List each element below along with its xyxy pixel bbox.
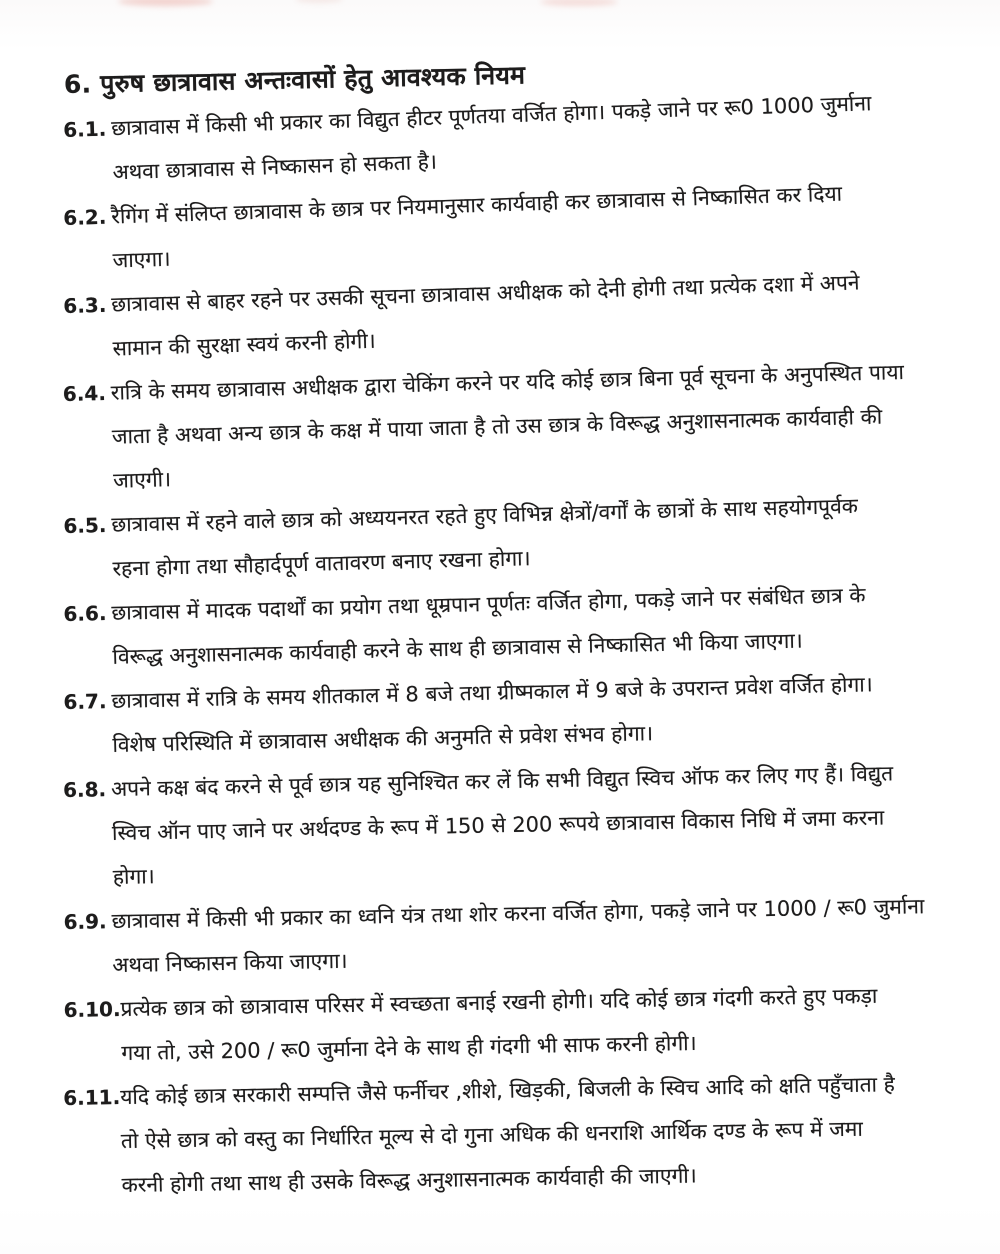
rule-text — [110, 348, 990, 503]
scan-smudge — [540, 0, 618, 6]
rule-text — [111, 660, 990, 767]
rule-number: 6.9. — [63, 909, 107, 935]
rule-line: रात्रि के समय छात्रावास अधीक्षक द्वारा चेकिंग करने पर यदि कोई छात्र बिना पूर्व सूचना के अनुपस्थित पाया — [110, 359, 905, 405]
rule-line: प्रत्येक छात्र को छात्रावास परिसर में स्वच्छता बनाई रखनी होगी। यदि कोई छात्र गंदगी करते हुए पकड़ा — [120, 983, 878, 1022]
rule-number: 6.4. — [62, 380, 107, 407]
rule-text — [111, 883, 989, 987]
rule-line: छात्रावास में मादक पदार्थों का प्रयोग तथा धूम्रपान पूर्णतः वर्जित होगा, पकड़े जाने पर संबंधित छात्र के — [111, 583, 866, 625]
rule-line: जाता है अथवा अन्य छात्र के कक्ष में पाया जाता है तो उस छात्र के विरूद्ध अनुशासनात्मक कार्यवाही की — [111, 404, 883, 449]
rule-number: 6.8. — [62, 777, 107, 803]
rule-line: अथवा निष्कासन किया जाएगा। — [112, 948, 348, 978]
rule-line: रहना होगा तथा सौहार्दपूर्ण वातावरण बनाए रखना होगा। — [112, 546, 531, 581]
rule-line: करनी होगी तथा साथ ही उसके विरूद्ध अनुशासनात्मक कार्यवाही की जाएगी। — [121, 1163, 697, 1198]
rule-number: 6.6. — [63, 600, 107, 627]
rule-line: होगा। — [112, 864, 155, 890]
rule-line: छात्रावास में किसी भी प्रकार का ध्वनि यंत्र तथा शोर करना वर्जित होगा, पकड़े जाने पर 1000 / रू0 जुर्माना — [111, 894, 925, 934]
rule-number: 6.11. — [63, 1085, 121, 1111]
rule-line: अपने कक्ष बंद करने से पूर्व छात्र यह सुनिश्चित कर लें कि सभी विद्युत स्विच ऑफ कर लिए गए हैं। विद्युत — [110, 761, 894, 802]
scan-smudge — [295, 0, 343, 3]
rule-text — [111, 749, 990, 899]
rule-line: छात्रावास में किसी भी प्रकार का विद्युत हीटर पूर्णतया वर्जित होगा। पकड़े जाने पर रू0 1000 जुर्माना — [110, 91, 872, 141]
rule-item-6-9 — [63, 883, 989, 988]
document-title: 6. पुरुष छात्रावास अन्तःवासों हेतु आवश्यक नियम — [63, 60, 526, 99]
rule-number: 6.7. — [63, 689, 107, 715]
rule-item-6-10 — [63, 972, 989, 1076]
rule-line: सामान की सुरक्षा स्वयं करनी होगी। — [112, 328, 377, 361]
rule-line: जाएगी। — [112, 467, 172, 493]
rule-line: छात्रावास में रहने वाले छात्र को अध्ययनरत रहते हुए विभिन्न क्षेत्रों/वर्गों के छात्रों के साथ सहयोगपूर्वक — [111, 493, 859, 537]
rule-line: विरूद्ध अनुशासनात्मक कार्यवाही करने के साथ ही छात्रावास से निष्कासित भी किया जाएगा। — [112, 628, 804, 669]
rule-line: छात्रावास से बाहर रहने पर उसकी सूचना छात्रावास अधीक्षक को देनी होगी तथा प्रत्येक दशा में अपने — [110, 270, 860, 317]
rule-line: छात्रावास में रात्रि के समय शीतकाल में 8 बजे तथा ग्रीष्मकाल में 9 बजे के उपरान्त प्रवेश वर्जित होगा। — [111, 672, 873, 713]
rule-number: 6.1. — [62, 116, 107, 143]
scan-smudge — [118, 0, 213, 6]
rule-line: यदि कोई छात्र सरकारी सम्पत्ति जैसे फर्नीचर ,शीशे, खिड़की, बिजली के स्विच आदि को क्षति पहुँचाता है — [120, 1072, 896, 1110]
rule-number: 6.5. — [63, 512, 107, 539]
rule-text — [120, 1061, 990, 1207]
rule-number: 6.10. — [63, 997, 121, 1023]
rule-line: अथवा छात्रावास से निष्कासन हो सकता है। — [112, 149, 438, 185]
rule-line: जाएगा। — [112, 246, 171, 273]
rule-number: 6.3. — [62, 292, 107, 319]
rule-item-6-8 — [63, 749, 990, 900]
rule-item-6-4 — [62, 348, 990, 504]
rule-line: स्विच ऑन पाए जाने पर अर्थदण्ड के रूप में 150 से 200 रूपये छात्रावास विकास निधि में जमा करना — [111, 805, 885, 846]
rule-line: विशेष परिस्थिति में छात्रावास अधीक्षक की अनुमति से प्रवेश संभव होगा। — [112, 721, 654, 757]
rule-text — [120, 972, 989, 1075]
rule-line: गया तो, उसे 200 / रू0 जुर्माना देने के साथ ही गंदगी भी साफ करनी होगी। — [121, 1030, 697, 1066]
rule-line: तो ऐसे छात्र को वस्तु का निर्धारित मूल्य से दो गुना अधिक की धनराशि आर्थिक दण्ड के रूप में जमा — [120, 1116, 864, 1154]
document-body — [64, 62, 989, 1208]
rule-line: रैगिंग में संलिप्त छात्रावास के छात्र पर नियमानुसार कार्यवाही कर छात्रावास से निष्कासित कर दिया — [110, 181, 843, 229]
rule-number: 6.2. — [62, 204, 107, 231]
rule-item-6-11 — [63, 1061, 990, 1208]
